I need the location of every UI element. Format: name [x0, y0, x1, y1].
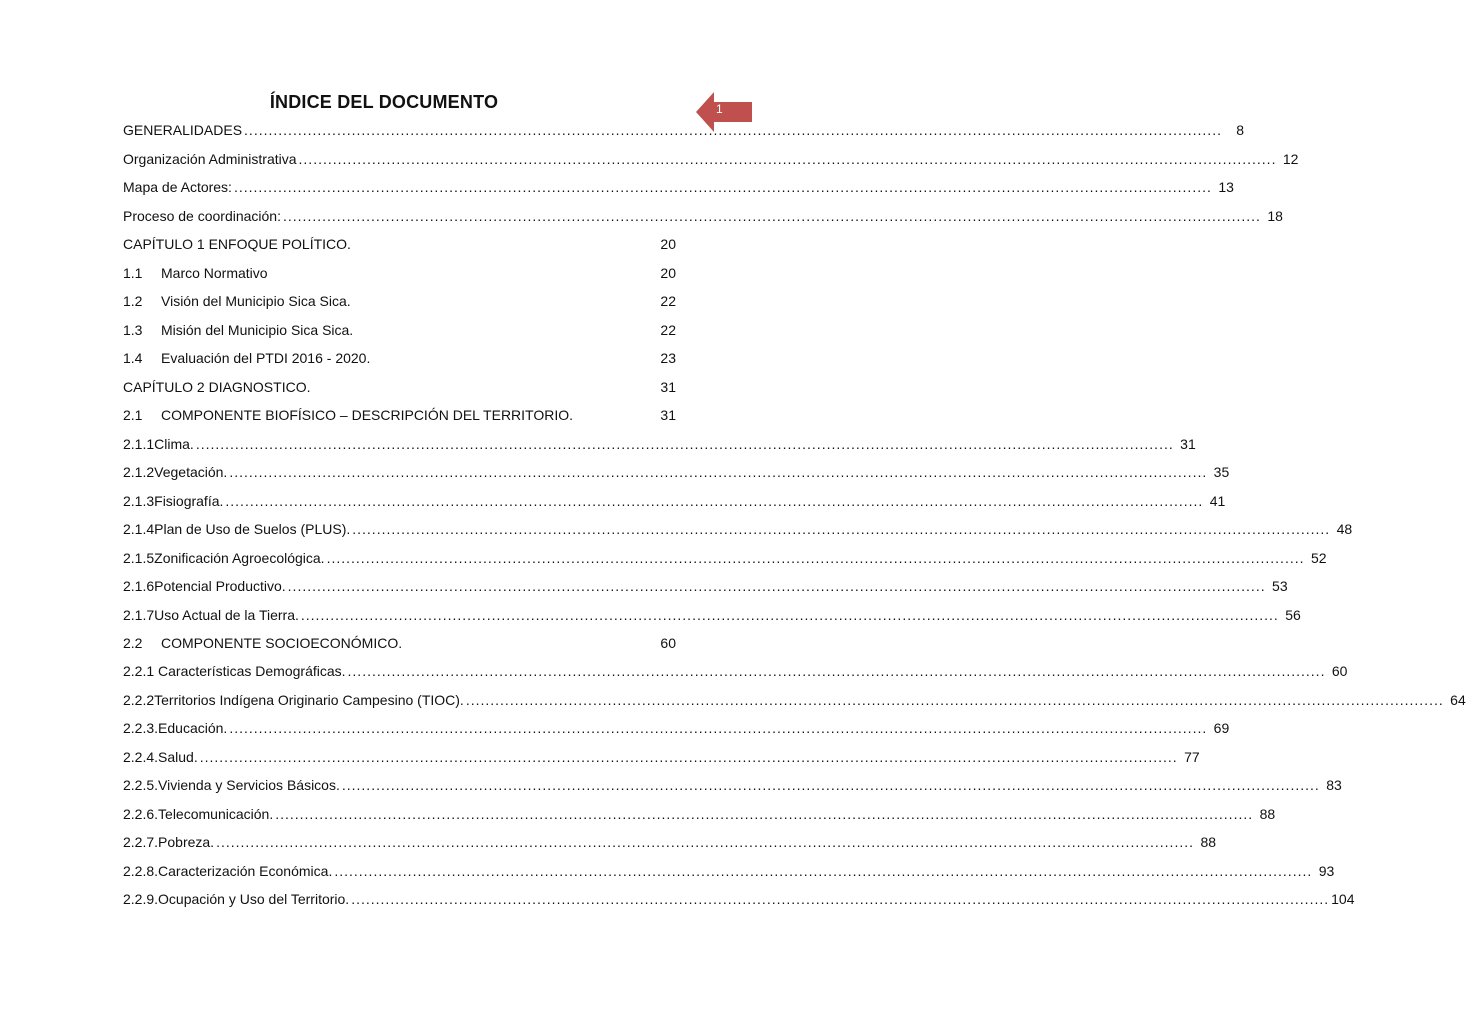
- toc-leader-dots: ........................................................................................................................................................................................................: [341, 777, 1320, 793]
- toc-entry-number: 2.2.5.: [123, 777, 159, 793]
- toc-leader-dots: ........................................................................................................................................................................................................: [283, 208, 1261, 224]
- toc-entry-label: Visión del Municipio Sica Sica.: [161, 293, 351, 309]
- toc-entry[interactable]: [123, 777, 1342, 797]
- toc-entry-page: 35: [1213, 464, 1230, 480]
- toc-entry-page: 31: [1180, 436, 1196, 452]
- toc-leader-dots: ........................................................................................................................................................................................................: [216, 834, 1195, 850]
- toc-entry-page: 69: [1213, 720, 1230, 736]
- toc-entry-page: 60: [660, 635, 676, 651]
- toc-entry-label: Telecomunicación.: [158, 806, 274, 822]
- toc-entry-number: 1.2: [123, 293, 143, 309]
- toc-entry-label: Territorios Indígena Originario Campesino (TIOC).: [154, 692, 464, 708]
- toc-entry-label: Vegetación.: [154, 464, 228, 480]
- toc-entry[interactable]: [123, 550, 1327, 570]
- toc-entry-label: Pobreza.: [158, 834, 215, 850]
- toc-entry-label: COMPONENTE SOCIOECONÓMICO.: [161, 635, 403, 651]
- toc-entry-number: 2.2.3.: [123, 720, 159, 736]
- toc-entry-number: 2.1.5: [123, 550, 155, 566]
- toc-leader-dots: ........................................................................................................................................................................................................: [199, 749, 1178, 765]
- toc-entry-page: 41: [1209, 493, 1226, 509]
- toc-entry[interactable]: [123, 578, 1288, 598]
- toc-entry-page: 93: [1318, 863, 1335, 879]
- toc-entry[interactable]: [123, 749, 1200, 769]
- toc-entry[interactable]: [123, 607, 1301, 627]
- toc-entry-label: Misión del Municipio Sica Sica.: [161, 322, 354, 338]
- toc-entry-label: 2.2.1 Características Demográficas.: [123, 663, 346, 679]
- toc-entry-page: 8: [1236, 122, 1244, 138]
- toc-entry-number: 2.2.9.: [123, 891, 159, 907]
- toc-leader-dots: ........................................................................................................................................................................................................: [233, 179, 1212, 195]
- toc-entry-label: Evaluación del PTDI 2016 - 2020.: [161, 350, 371, 366]
- toc-leader-dots: ........................................................................................................................................................................................................: [229, 720, 1208, 736]
- toc-leader-dots: ........................................................................................................................................................................................................: [195, 436, 1174, 452]
- toc-entry-number: 1.3: [123, 322, 143, 338]
- toc-entry-page: 22: [660, 322, 676, 338]
- toc-entry-label: COMPONENTE BIOFÍSICO – DESCRIPCIÓN DEL TERRITORIO.: [161, 407, 574, 423]
- toc-entry-label: CAPÍTULO 1 ENFOQUE POLÍTICO.: [123, 236, 351, 252]
- toc-entry-page: 48: [1336, 521, 1353, 537]
- toc-entry-number: 2.1: [123, 407, 143, 423]
- toc-entry-label: Educación.: [158, 720, 228, 736]
- toc-leader-dots: ........................................................................................................................................................................................................: [334, 863, 1313, 879]
- toc-entry-number: 2.1.3: [123, 493, 155, 509]
- toc-entry-page: 64: [1450, 692, 1466, 708]
- toc-entry-number: 2.1.4: [123, 521, 155, 537]
- toc-entry[interactable]: [123, 407, 676, 427]
- toc-entry[interactable]: [123, 834, 1217, 854]
- toc-entry[interactable]: [123, 208, 1283, 228]
- toc-entry-number: 2.1.1: [123, 436, 155, 452]
- toc-entry-label: GENERALIDADES: [123, 122, 243, 138]
- toc-leader-dots: ........................................................................................................................................................................................................: [225, 493, 1204, 509]
- toc-leader-dots: ........................................................................................................................................................................................................: [298, 151, 1277, 167]
- toc-leader-dots: ........................................................................................................................................................................................................: [465, 692, 1444, 708]
- toc-entry-page: 20: [660, 265, 676, 281]
- toc-entry-number: 2.2.2: [123, 692, 155, 708]
- toc-leader-dots: ........................................................................................................................................................................................................: [229, 464, 1208, 480]
- toc-entry[interactable]: [123, 891, 1355, 911]
- toc-leader-dots: ........................................................................................................................................................................................................: [300, 607, 1279, 623]
- toc-entry-page: 18: [1267, 208, 1283, 224]
- toc-leader-dots: ........................................................................................................................................................................................................: [287, 578, 1266, 594]
- toc-entry-page: 52: [1310, 550, 1327, 566]
- toc-entry-page: 23: [660, 350, 676, 366]
- toc-entry-number: 2.1.6: [123, 578, 155, 594]
- toc-entry-label: Clima.: [154, 436, 194, 452]
- toc-entry[interactable]: [123, 493, 1226, 513]
- toc-entry-label: Salud.: [158, 749, 198, 765]
- toc-entry-number: 2.2: [123, 635, 143, 651]
- toc-entry-label: CAPÍTULO 2 DIAGNOSTICO.: [123, 379, 311, 395]
- toc-entry-page: 88: [1200, 834, 1217, 850]
- toc-entry-label: Plan de Uso de Suelos (PLUS).: [154, 521, 351, 537]
- toc-entry-number: 2.2.4.: [123, 749, 159, 765]
- toc-entry-label: Organización Administrativa: [123, 151, 297, 167]
- toc-entry[interactable]: [123, 663, 1348, 683]
- toc-entry[interactable]: [123, 179, 1234, 199]
- toc-entry-number: 2.2.8.: [123, 863, 159, 879]
- toc-leader-dots: ........................................................................................................................................................................................................: [275, 806, 1254, 822]
- toc-entry-label: Mapa de Actores:: [123, 179, 232, 195]
- toc-leader-dots: ........................................................................................................................................................................................................: [244, 122, 1222, 138]
- toc-entry-label: Potencial Productivo.: [154, 578, 286, 594]
- toc-entry-page: 31: [660, 379, 676, 395]
- toc-entry-page: 22: [660, 293, 676, 309]
- toc-entry[interactable]: [123, 635, 676, 655]
- toc-entry-page: 31: [660, 407, 676, 423]
- page-badge: 1: [716, 102, 723, 116]
- toc-entry-page: 77: [1184, 749, 1200, 765]
- toc-entry[interactable]: [123, 379, 676, 399]
- toc-entry[interactable]: [123, 863, 1335, 883]
- toc-entry-page: 104: [1331, 891, 1355, 907]
- toc-entry-label: Vivienda y Servicios Básicos.: [158, 777, 340, 793]
- toc-entry-page: 56: [1285, 607, 1301, 623]
- toc-entry-label: Fisiografía.: [154, 493, 224, 509]
- toc-entry-page: 60: [1331, 663, 1348, 679]
- toc-entry-label: Ocupación y Uso del Territorio.: [158, 891, 350, 907]
- toc-leader-dots: ........................................................................................................................................................................................................: [347, 663, 1326, 679]
- toc-entry-page: 13: [1218, 179, 1234, 195]
- toc-entry-number: 2.1.7: [123, 607, 155, 623]
- toc-entry-label: Uso Actual de la Tierra.: [154, 607, 299, 623]
- toc-entry[interactable]: [123, 521, 1353, 541]
- toc-entry[interactable]: [123, 720, 1230, 740]
- toc-entry[interactable]: [123, 464, 1230, 484]
- toc-entry[interactable]: [123, 322, 676, 342]
- toc-entry-number: 1.4: [123, 350, 143, 366]
- toc-entry-page: 88: [1259, 806, 1276, 822]
- toc-entry[interactable]: [123, 350, 676, 370]
- toc-entry[interactable]: [123, 151, 1299, 171]
- toc-entry-page: 53: [1272, 578, 1288, 594]
- toc-entry-number: 1.1: [123, 265, 143, 281]
- toc-entry-label: Proceso de coordinación:: [123, 208, 281, 224]
- toc-leader-dots: ........................................................................................................................................................................................................: [352, 521, 1331, 537]
- toc-entry-page: 83: [1326, 777, 1342, 793]
- toc-entry-number: 2.2.6.: [123, 806, 159, 822]
- toc-entry[interactable]: [123, 436, 1196, 456]
- toc-entry-page: 12: [1282, 151, 1299, 167]
- toc-entry-page: 20: [660, 236, 676, 252]
- toc-entry[interactable]: [123, 692, 1466, 712]
- toc-entry-label: Marco Normativo: [161, 265, 268, 281]
- toc-leader-dots: ........................................................................................................................................................................................................: [351, 891, 1330, 907]
- toc-entry[interactable]: [123, 806, 1276, 826]
- toc-entry-number: 2.1.2: [123, 464, 155, 480]
- toc-entry[interactable]: [123, 236, 676, 256]
- toc-entry[interactable]: [123, 293, 676, 313]
- toc-entry-number: 2.2.7.: [123, 834, 159, 850]
- toc-entry-label: Zonificación Agroecológica.: [154, 550, 325, 566]
- toc-entry-label: Caracterización Económica.: [158, 863, 333, 879]
- toc-leader-dots: ........................................................................................................................................................................................................: [326, 550, 1305, 566]
- document-title: ÍNDICE DEL DOCUMENTO: [269, 92, 499, 112]
- toc-entry[interactable]: [123, 122, 1244, 142]
- toc-entry[interactable]: [123, 265, 676, 285]
